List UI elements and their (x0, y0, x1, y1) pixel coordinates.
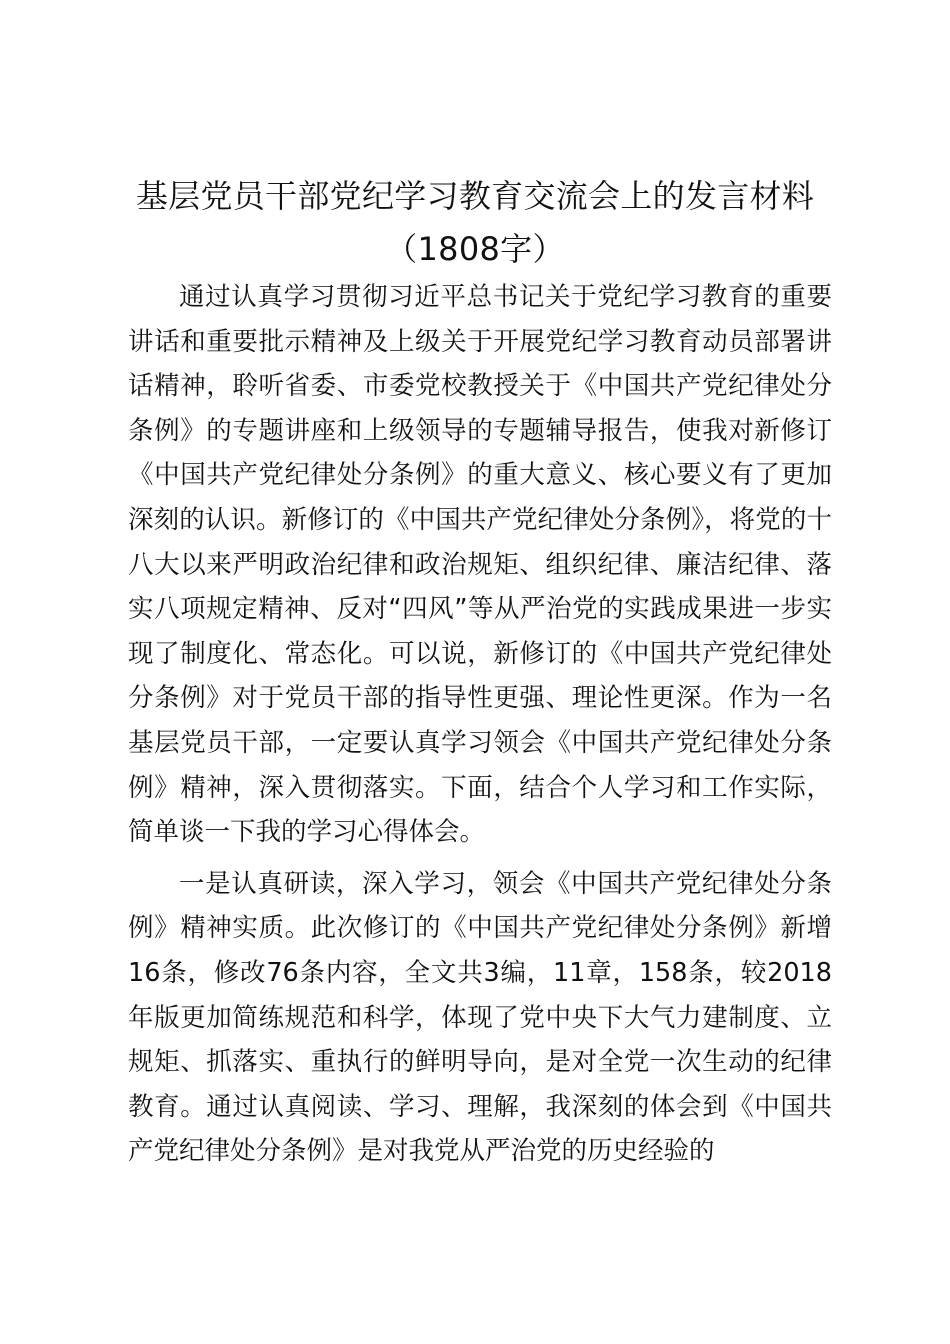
document-body (128, 275, 832, 1181)
document-title: 基层党员干部党纪学习教育交流会上的发言材料（1808字） (135, 177, 815, 268)
body-paragraph-1: 通过认真学习贯彻习近平总书记关于党纪学习教育的重要讲话和重要批示精神及上级关于开展党纪学习教育动员部署讲话精神，聆听省委、市委党校教授关于《中国共产党纪律处分条例》的专题讲座和上级领导的专题辅导报告，使我对新修订《中国共产党纪律处分条例》的重大意义、核心要义有了更加深刻的认识。新修订的《中国共产党纪律处分条例》，将党的十八大以来严明政治纪律和政治规矩、组织纪律、廉洁纪律、落实八项规定精神、反对“四风”等从严治党的实践成果进一步实现了制度化、常态化。可以说，新修订的《中国共产党纪律处分条例》对于党员干部的指导性更强、理论性更深。作为一名基层党员干部，一定要认真学习领会《中国共产党纪律处分条例》精神，深入贯彻落实。下面，结合个人学习和工作实际，简单谈一下我的学习心得体会。 (128, 282, 832, 848)
body-paragraph-2: 一是认真研读，深入学习，领会《中国共产党纪律处分条例》精神实质。此次修订的《中国共产党纪律处分条例》新增16条，修改76条内容，全文共3编，11章，158条，较2018年版更加简练规范和科学，体现了党中央下大气力建制度、立规矩、抓落实、重执行的鲜明导向，是对全党一次生动的纪律教育。通过认真阅读、学习、理解，我深刻的体会到《中国共产党纪律处分条例》是对我党从严治党的历史经验的 (128, 868, 832, 1167)
